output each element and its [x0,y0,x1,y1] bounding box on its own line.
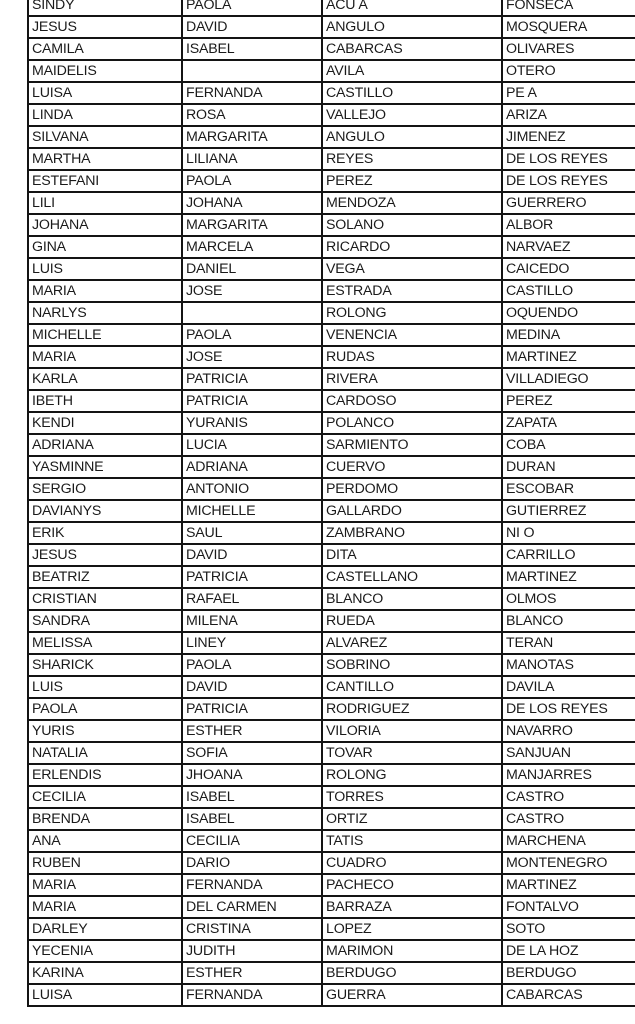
table-row [28,852,635,874]
first-name-cell: LUISA [28,984,182,1006]
first-name-cell: YASMINNE [28,456,182,478]
first-surname-cell: CANTILLO [322,676,502,698]
first-name-cell: PAOLA [28,698,182,720]
bottom-margin [0,1008,635,1024]
table-row [28,566,635,588]
second-surname-cell: OTERO [502,60,635,82]
table-row [28,632,635,654]
second-surname-cell: MANOTAS [502,654,635,676]
first-surname-cell: GALLARDO [322,500,502,522]
table-row [28,742,635,764]
second-name-cell: JOSE [182,346,322,368]
second-name-cell: MARGARITA [182,126,322,148]
second-name-cell: LINEY [182,632,322,654]
table-row [28,896,635,918]
second-surname-cell: ESCOBAR [502,478,635,500]
first-name-cell: MARTHA [28,148,182,170]
first-surname-cell: ORTIZ [322,808,502,830]
second-surname-cell: MOSQUERA [502,16,635,38]
table-row [28,214,635,236]
first-surname-cell: ESTRADA [322,280,502,302]
second-surname-cell: BLANCO [502,610,635,632]
second-surname-cell: MARTINEZ [502,874,635,896]
table-row [28,918,635,940]
second-name-cell: PAOLA [182,0,322,16]
second-name-cell: PATRICIA [182,698,322,720]
first-surname-cell: AVILA [322,60,502,82]
table-row [28,588,635,610]
table-row [28,38,635,60]
names-table-body [28,0,635,1006]
first-surname-cell: CUADRO [322,852,502,874]
second-name-cell: FERNANDA [182,874,322,896]
first-name-cell: DAVIANYS [28,500,182,522]
first-surname-cell: BLANCO [322,588,502,610]
first-surname-cell: RUEDA [322,610,502,632]
table-row [28,82,635,104]
second-name-cell [182,302,322,324]
first-name-cell: SERGIO [28,478,182,500]
first-name-cell: LUIS [28,258,182,280]
first-name-cell: CRISTIAN [28,588,182,610]
second-name-cell: JOSE [182,280,322,302]
second-name-cell: DANIEL [182,258,322,280]
first-surname-cell: LOPEZ [322,918,502,940]
table-row [28,720,635,742]
table-row [28,126,635,148]
second-name-cell: MARGARITA [182,214,322,236]
second-surname-cell: MONTENEGRO [502,852,635,874]
second-name-cell: PAOLA [182,324,322,346]
second-name-cell: MICHELLE [182,500,322,522]
second-surname-cell: MARTINEZ [502,346,635,368]
table-row [28,434,635,456]
second-name-cell: DAVID [182,676,322,698]
second-name-cell: LUCIA [182,434,322,456]
second-surname-cell: CASTRO [502,786,635,808]
first-surname-cell: CASTILLO [322,82,502,104]
second-surname-cell: MANJARRES [502,764,635,786]
second-surname-cell: VILLADIEGO [502,368,635,390]
first-surname-cell: ZAMBRANO [322,522,502,544]
second-name-cell: ADRIANA [182,456,322,478]
table-row [28,236,635,258]
first-name-cell: YURIS [28,720,182,742]
second-name-cell: ESTHER [182,962,322,984]
first-name-cell: JESUS [28,544,182,566]
first-surname-cell: VALLEJO [322,104,502,126]
first-surname-cell: ANGULO [322,126,502,148]
table-row [28,192,635,214]
second-name-cell: ISABEL [182,808,322,830]
first-name-cell: LILI [28,192,182,214]
second-name-cell: DARIO [182,852,322,874]
table-row [28,984,635,1006]
second-surname-cell: OLIVARES [502,38,635,60]
first-name-cell: CECILIA [28,786,182,808]
second-name-cell: ESTHER [182,720,322,742]
second-name-cell: PATRICIA [182,390,322,412]
first-name-cell: MARIA [28,346,182,368]
table-row [28,874,635,896]
first-surname-cell: TATIS [322,830,502,852]
second-surname-cell: CASTRO [502,808,635,830]
first-name-cell: NARLYS [28,302,182,324]
second-surname-cell: DE LA HOZ [502,940,635,962]
second-name-cell: ANTONIO [182,478,322,500]
table-row [28,148,635,170]
second-surname-cell: NARVAEZ [502,236,635,258]
first-name-cell: SINDY [28,0,182,16]
second-name-cell: JUDITH [182,940,322,962]
table-row [28,60,635,82]
second-name-cell: DAVID [182,16,322,38]
second-surname-cell: DE LOS REYES [502,170,635,192]
first-name-cell: BEATRIZ [28,566,182,588]
first-name-cell: LUISA [28,82,182,104]
second-name-cell: MILENA [182,610,322,632]
first-surname-cell: CABARCAS [322,38,502,60]
table-row [28,786,635,808]
second-name-cell: SOFIA [182,742,322,764]
second-surname-cell: MARTINEZ [502,566,635,588]
second-surname-cell: NAVARRO [502,720,635,742]
second-surname-cell: JIMENEZ [502,126,635,148]
first-surname-cell: SOLANO [322,214,502,236]
second-surname-cell: TERAN [502,632,635,654]
first-name-cell: JOHANA [28,214,182,236]
second-name-cell: SAUL [182,522,322,544]
first-name-cell: ESTEFANI [28,170,182,192]
second-surname-cell: DE LOS REYES [502,698,635,720]
table-row [28,170,635,192]
first-name-cell: BRENDA [28,808,182,830]
second-surname-cell: BERDUGO [502,962,635,984]
first-surname-cell: TORRES [322,786,502,808]
second-name-cell: PAOLA [182,170,322,192]
second-surname-cell: OLMOS [502,588,635,610]
second-name-cell: FERNANDA [182,82,322,104]
first-surname-cell: RUDAS [322,346,502,368]
second-surname-cell: NI O [502,522,635,544]
table-row [28,764,635,786]
second-surname-cell: FONTALVO [502,896,635,918]
second-surname-cell: ALBOR [502,214,635,236]
first-surname-cell: MENDOZA [322,192,502,214]
table-row [28,830,635,852]
first-surname-cell: ROLONG [322,302,502,324]
first-name-cell: DARLEY [28,918,182,940]
first-name-cell: RUBEN [28,852,182,874]
second-surname-cell: CASTILLO [502,280,635,302]
table-row [28,698,635,720]
second-surname-cell: MARCHENA [502,830,635,852]
second-surname-cell: FONSECA [502,0,635,16]
second-surname-cell: GUERRERO [502,192,635,214]
second-name-cell: CECILIA [182,830,322,852]
first-name-cell: MARIA [28,874,182,896]
second-surname-cell: CABARCAS [502,984,635,1006]
first-surname-cell: CASTELLANO [322,566,502,588]
first-name-cell: ADRIANA [28,434,182,456]
first-surname-cell: DITA [322,544,502,566]
first-name-cell: ERIK [28,522,182,544]
first-surname-cell: CUERVO [322,456,502,478]
table-row [28,0,635,16]
second-name-cell: ISABEL [182,786,322,808]
second-surname-cell: COBA [502,434,635,456]
table-row [28,654,635,676]
first-name-cell: GINA [28,236,182,258]
first-name-cell: MELISSA [28,632,182,654]
first-name-cell: YECENIA [28,940,182,962]
second-surname-cell: DURAN [502,456,635,478]
second-name-cell [182,60,322,82]
first-surname-cell: BERDUGO [322,962,502,984]
names-sheet [27,0,635,1007]
first-surname-cell: VEGA [322,258,502,280]
table-row [28,258,635,280]
table-row [28,544,635,566]
second-name-cell: FERNANDA [182,984,322,1006]
first-name-cell: SHARICK [28,654,182,676]
first-surname-cell: ROLONG [322,764,502,786]
second-name-cell: MARCELA [182,236,322,258]
second-surname-cell: GUTIERREZ [502,500,635,522]
table-row [28,324,635,346]
second-surname-cell: PEREZ [502,390,635,412]
first-surname-cell: SOBRINO [322,654,502,676]
first-surname-cell: ACU A [322,0,502,16]
first-surname-cell: VILORIA [322,720,502,742]
second-surname-cell: ARIZA [502,104,635,126]
second-name-cell: LILIANA [182,148,322,170]
table-row [28,478,635,500]
table-row [28,522,635,544]
first-name-cell: KENDI [28,412,182,434]
second-surname-cell: SOTO [502,918,635,940]
first-surname-cell: MARIMON [322,940,502,962]
table-row [28,104,635,126]
first-surname-cell: PACHECO [322,874,502,896]
second-surname-cell: CAICEDO [502,258,635,280]
second-name-cell: DEL CARMEN [182,896,322,918]
first-surname-cell: ANGULO [322,16,502,38]
first-name-cell: ANA [28,830,182,852]
first-surname-cell: BARRAZA [322,896,502,918]
first-surname-cell: ALVAREZ [322,632,502,654]
first-surname-cell: RODRIGUEZ [322,698,502,720]
first-name-cell: MICHELLE [28,324,182,346]
second-name-cell: JHOANA [182,764,322,786]
first-surname-cell: SARMIENTO [322,434,502,456]
table-row [28,676,635,698]
second-name-cell: CRISTINA [182,918,322,940]
second-name-cell: PAOLA [182,654,322,676]
names-table [27,0,635,1007]
first-name-cell: JESUS [28,16,182,38]
second-name-cell: JOHANA [182,192,322,214]
first-surname-cell: RICARDO [322,236,502,258]
first-name-cell: NATALIA [28,742,182,764]
table-row [28,808,635,830]
first-name-cell: KARINA [28,962,182,984]
first-name-cell: LINDA [28,104,182,126]
first-name-cell: MARIA [28,280,182,302]
first-surname-cell: CARDOSO [322,390,502,412]
first-name-cell: LUIS [28,676,182,698]
first-surname-cell: PEREZ [322,170,502,192]
first-name-cell: SILVANA [28,126,182,148]
first-name-cell: MARIA [28,896,182,918]
first-surname-cell: REYES [322,148,502,170]
second-name-cell: RAFAEL [182,588,322,610]
first-name-cell: IBETH [28,390,182,412]
first-surname-cell: RIVERA [322,368,502,390]
second-surname-cell: SANJUAN [502,742,635,764]
table-row [28,280,635,302]
first-surname-cell: PERDOMO [322,478,502,500]
table-row [28,940,635,962]
second-surname-cell: PE A [502,82,635,104]
first-surname-cell: TOVAR [322,742,502,764]
second-surname-cell: DE LOS REYES [502,148,635,170]
second-name-cell: PATRICIA [182,368,322,390]
second-surname-cell: DAVILA [502,676,635,698]
second-surname-cell: CARRILLO [502,544,635,566]
first-name-cell: MAIDELIS [28,60,182,82]
second-surname-cell: OQUENDO [502,302,635,324]
first-surname-cell: GUERRA [322,984,502,1006]
table-row [28,500,635,522]
second-name-cell: YURANIS [182,412,322,434]
second-name-cell: PATRICIA [182,566,322,588]
table-row [28,610,635,632]
first-name-cell: KARLA [28,368,182,390]
table-row [28,456,635,478]
table-row [28,302,635,324]
table-row [28,368,635,390]
table-row [28,412,635,434]
second-name-cell: ROSA [182,104,322,126]
second-surname-cell: MEDINA [502,324,635,346]
table-row [28,346,635,368]
table-row [28,962,635,984]
first-name-cell: CAMILA [28,38,182,60]
first-name-cell: ERLENDIS [28,764,182,786]
table-row [28,390,635,412]
first-name-cell: SANDRA [28,610,182,632]
table-row [28,16,635,38]
second-name-cell: DAVID [182,544,322,566]
first-surname-cell: POLANCO [322,412,502,434]
second-name-cell: ISABEL [182,38,322,60]
second-surname-cell: ZAPATA [502,412,635,434]
first-surname-cell: VENENCIA [322,324,502,346]
